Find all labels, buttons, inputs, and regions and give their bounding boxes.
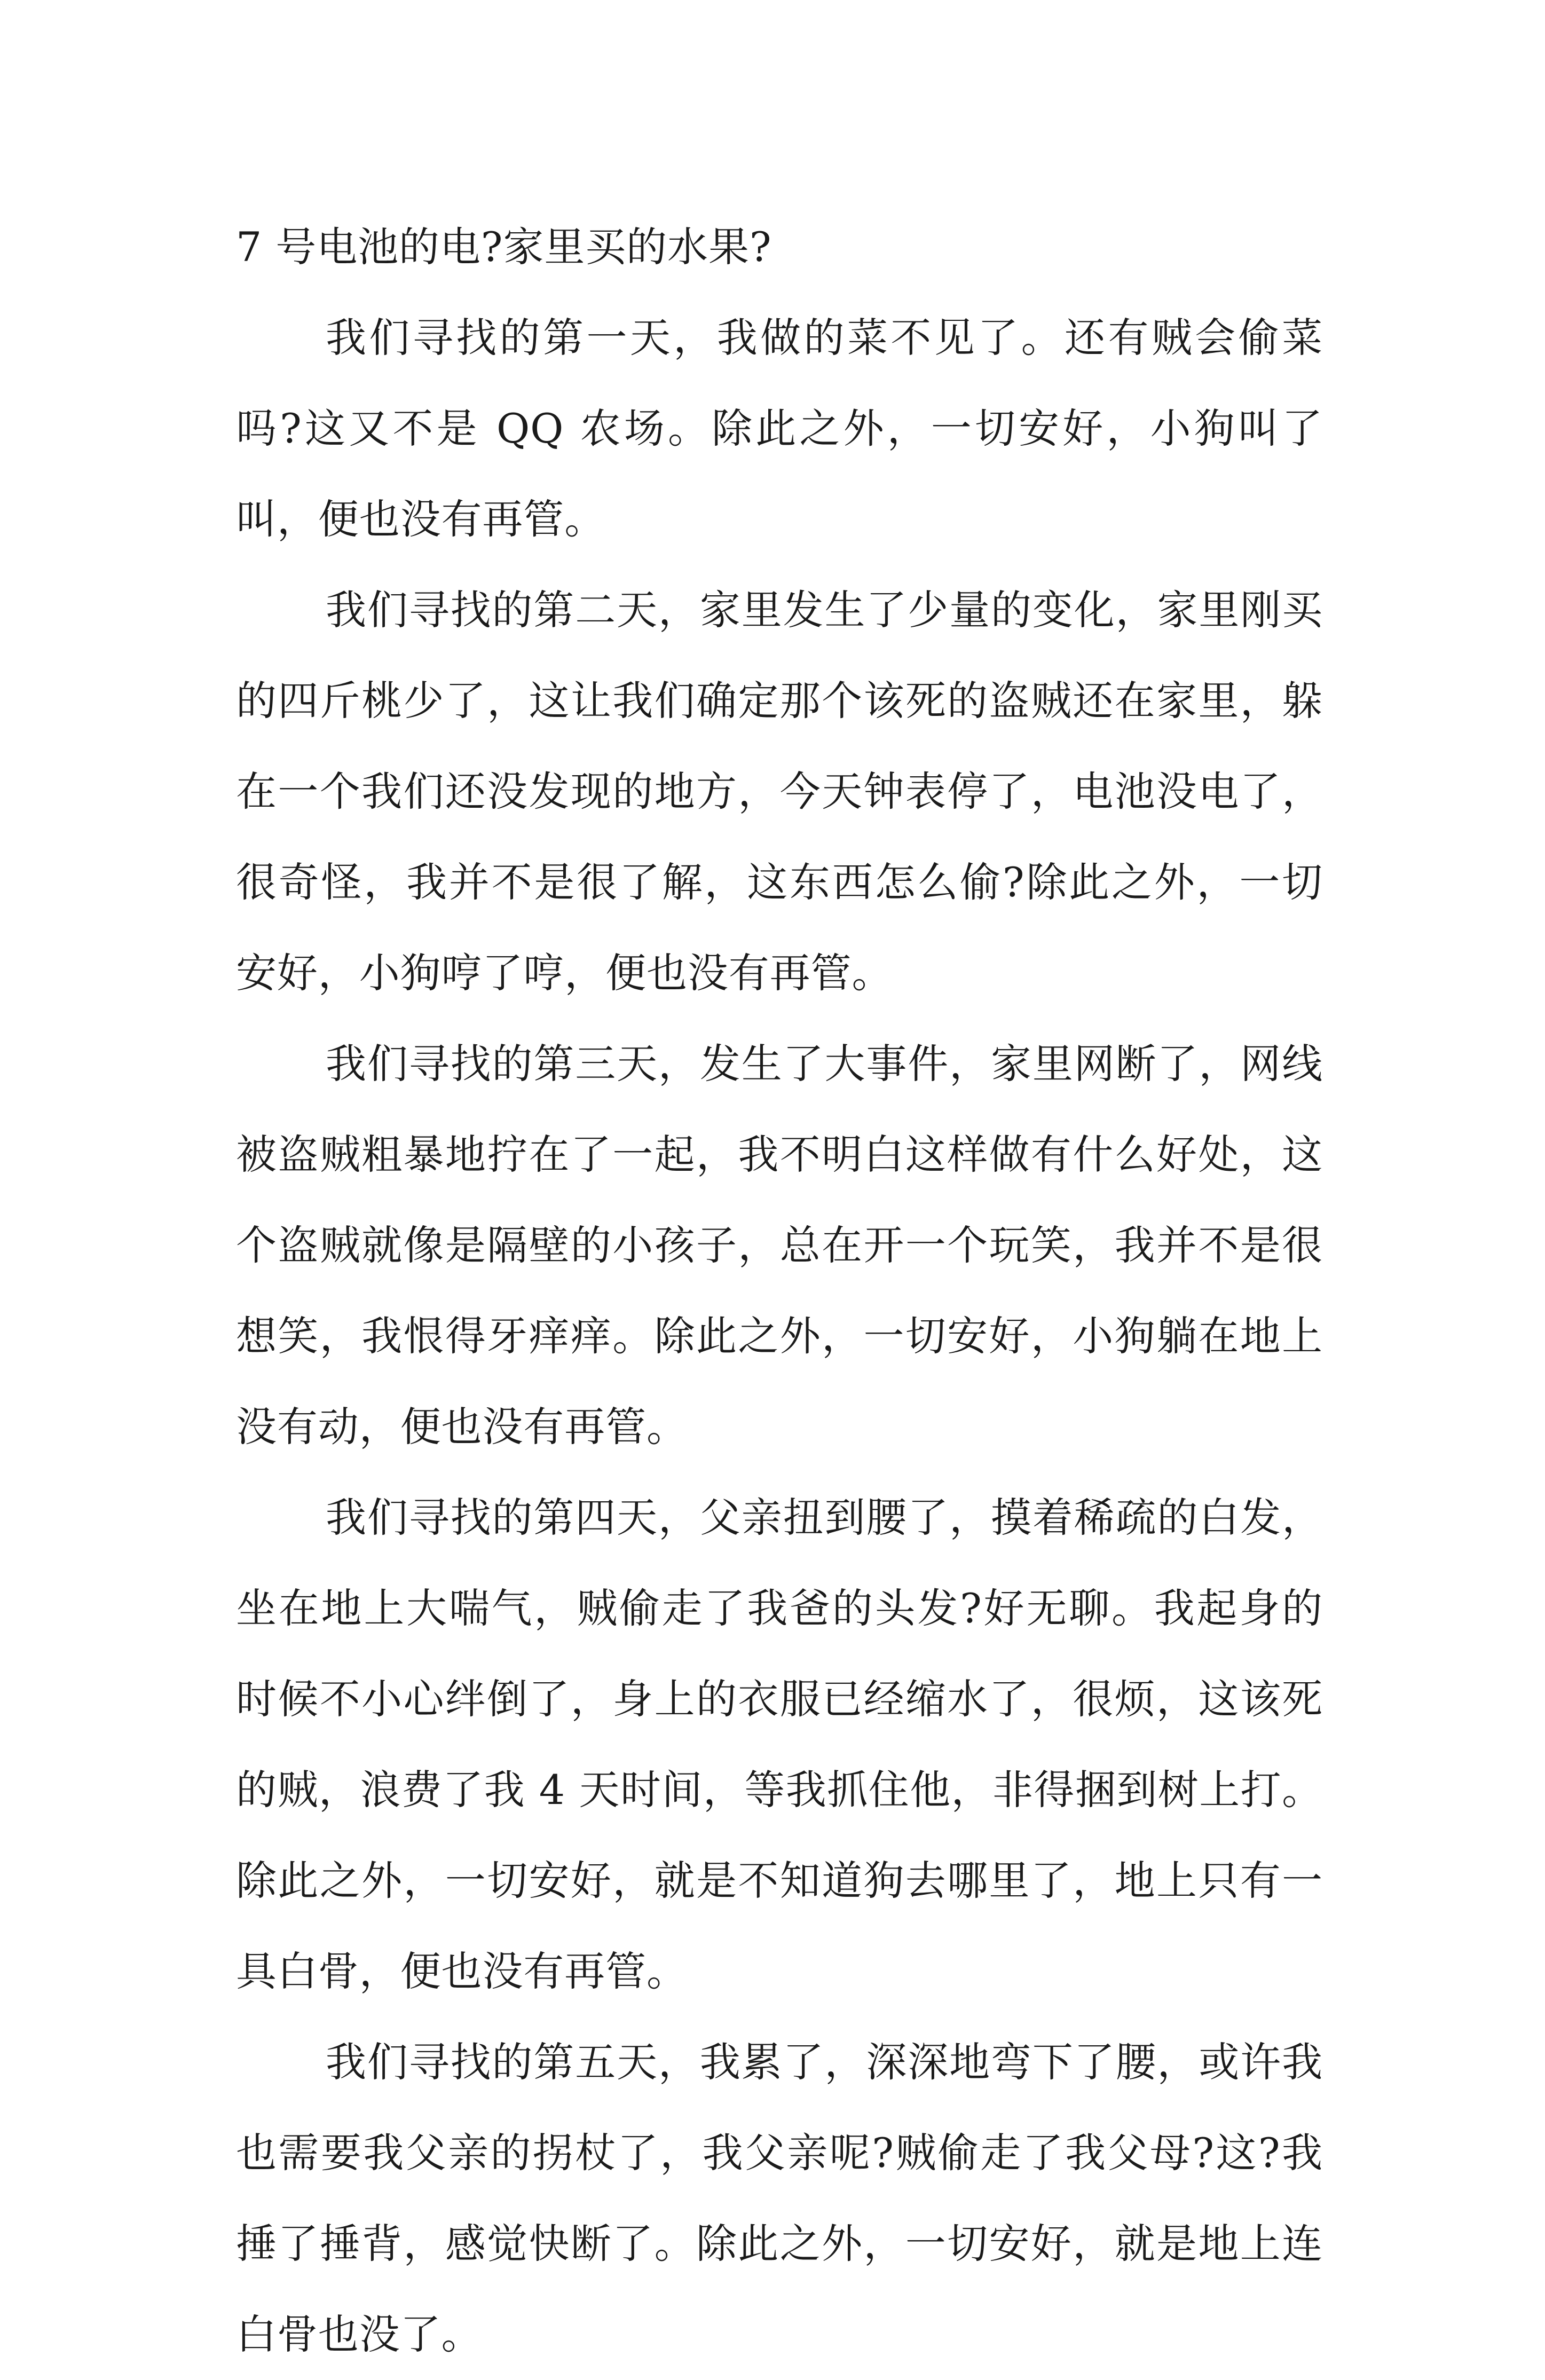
paragraph-4: 我们寻找的第三天，发生了大事件，家里网断了，网线被盗贼粗暴地拧在了一起，我不明白这样做有什么好处，这个盗贼就像是隔壁的小孩子，总在开一个玩笑，我并不是很想笑，我恨得牙痒痒。除此之外，一切安好，小狗躺在地上没有动，便也没有再管。: [236, 1040, 1323, 1451]
paragraph-1: 7 号电池的电?家里买的水果?: [236, 223, 772, 271]
paragraph-6: 我们寻找的第五天，我累了，深深地弯下了腰，或许我也需要我父亲的拐杖了，我父亲呢?贼偷走了我父母?这?我捶了捶背，感觉快断了。除此之外，一切安好，就是地上连白骨也没了。: [236, 2038, 1323, 2358]
document-body: [236, 202, 1323, 2380]
paragraph-2: 我们寻找的第一天，我做的菜不见了。还有贼会偷菜吗?这又不是 QQ 农场。除此之外，一切安好，小狗叫了叫，便也没有再管。: [236, 314, 1323, 543]
paragraph-3: 我们寻找的第二天，家里发生了少量的变化，家里刚买的四斤桃少了，这让我们确定那个该死的盗贼还在家里，躲在一个我们还没发现的地方，今天钟表停了，电池没电了，很奇怪，我并不是很了解，这东西怎么偷?除此之外，一切安好，小狗哼了哼，便也没有再管。: [236, 586, 1323, 997]
paragraph-5: 我们寻找的第四天，父亲扭到腰了，摸着稀疏的白发，坐在地上大喘气，贼偷走了我爸的头发?好无聊。我起身的时候不小心绊倒了，身上的衣服已经缩水了，很烦，这该死的贼，浪费了我 4 天时间，等我抓住他，非得捆到树上打。除此之外，一切安好，就是不知道狗去哪里了，地上只有一具白骨，便也没有再管。: [236, 1494, 1323, 1995]
